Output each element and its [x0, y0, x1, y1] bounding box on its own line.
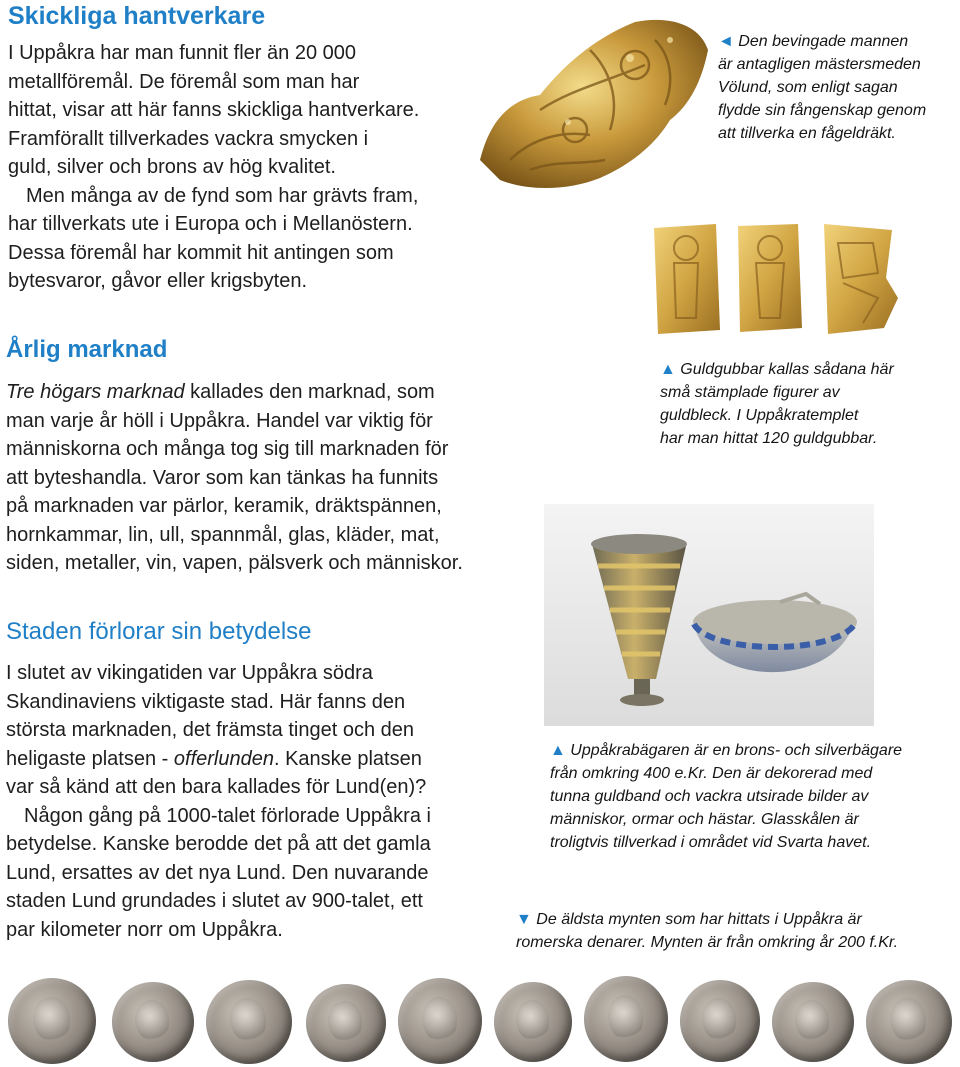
uppakra-beaker-and-glass-bowl-image	[544, 504, 874, 726]
s2-line: att byteshandla. Varor som kan tänkas ha funnits	[6, 466, 439, 489]
s1-line: I Uppåkra har man funnit fler än 20 000	[8, 42, 356, 64]
heading-skickliga-hantverkare: Skickliga hantverkare	[8, 2, 266, 30]
caption-line: guldbleck. I Uppåkratemplet	[660, 407, 859, 424]
s3-line: heligaste platsen - offerlunden. Kanske platsen	[6, 747, 422, 770]
coin	[112, 982, 194, 1062]
caption-line: små stämplade figurer av	[660, 384, 840, 401]
s1-line: guld, silver och brons av hög kvalitet.	[8, 156, 336, 178]
coin	[772, 982, 854, 1062]
caption-line: troligtvis tillverkad i området vid Svarta havet.	[550, 834, 872, 851]
s2-line: man varje år höll i Uppåkra. Handel var viktig för	[6, 409, 433, 432]
caption-line: människor, ormar och hästar. Glasskålen är	[550, 811, 859, 828]
arrow-left-icon: ◄	[718, 33, 734, 50]
arrow-up-icon: ▲	[660, 361, 676, 378]
s3-line: Skandinaviens viktigaste stad. Här fanns den	[6, 690, 406, 713]
winged-man-gold-brooch-image	[470, 10, 710, 200]
s3-line: största marknaden, det främsta tinget och den	[6, 719, 414, 741]
caption-line: har man hittat 120 guldgubbar.	[660, 430, 878, 447]
s1-line: har tillverkats ute i Europa och i Mellanöstern.	[8, 213, 413, 235]
caption-line: ◄ Den bevingade mannen	[718, 33, 909, 50]
coin	[584, 976, 668, 1062]
s3-line: staden Lund grundades i slutet av 900-talet, ett	[6, 890, 423, 912]
caption-line: från omkring 400 e.Kr. Den är dekorerad med	[550, 765, 873, 782]
caption-line: är antagligen mästersmeden	[718, 56, 921, 73]
roman-denarii-coins-image	[0, 968, 960, 1067]
caption-guldgubbar	[660, 358, 950, 450]
caption-beaker	[550, 739, 960, 854]
guldgubbar-gold-figures-image	[648, 218, 908, 340]
s3-line: par kilometer norr om Uppåkra.	[6, 918, 283, 941]
coin	[306, 984, 386, 1062]
caption-line: att tillverka en fågeldräkt.	[718, 125, 896, 142]
s1-line: Dessa föremål har kommit hit antingen som	[8, 241, 394, 264]
s2-line: Tre högars marknad kallades den marknad, som	[6, 381, 435, 403]
coin	[8, 978, 96, 1064]
s3-line: I slutet av vikingatiden var Uppåkra södra	[6, 662, 373, 684]
caption-coins	[516, 908, 960, 954]
offerlunden-italic: offerlunden	[173, 747, 274, 770]
caption-line: flydde sin fångenskap genom	[718, 102, 927, 119]
s3-line: var så känd att den bara kallades för Lund(en)?	[6, 776, 427, 798]
s3-line: betydelse. Kanske berodde det på att det gamla	[6, 833, 431, 855]
caption-line: ▼ De äldsta mynten som har hittats i Uppåkra är	[516, 911, 862, 928]
arrow-down-icon: ▼	[516, 911, 532, 928]
coin	[398, 978, 482, 1064]
caption-line: romerska denarer. Mynten är från omkring år 200 f.Kr.	[516, 934, 899, 951]
s2-line: på marknaden var pärlor, keramik, dräktspännen,	[6, 495, 442, 517]
s3-line: Lund, ersattes av det nya Lund. Den nuvarande	[6, 861, 429, 884]
s1-line: hittat, visar att här fanns skickliga hantverkare.	[8, 99, 420, 121]
s3-line: Någon gång på 1000-talet förlorade Uppåkra i	[24, 804, 431, 827]
coin	[206, 980, 292, 1064]
s2-line: siden, metaller, vin, vapen, pälsverk och människor.	[6, 552, 463, 574]
s1-line: bytesvaror, gåvor eller krigsbyten.	[8, 270, 308, 292]
s1-line: Framförallt tillverkades vackra smycken i	[8, 127, 369, 150]
caption-line: Völund, som enligt sagan	[718, 79, 898, 96]
coin	[494, 982, 572, 1062]
section1-text	[8, 39, 478, 296]
heading-arlig-marknad: Årlig marknad	[6, 336, 168, 363]
section2-text	[6, 378, 526, 578]
caption-line: tunna guldband och vackra utsirade bilder av	[550, 788, 869, 805]
coin	[866, 980, 952, 1064]
s2-italic-lead: Tre högars marknad	[6, 381, 185, 403]
s2-line: hornkammar, lin, ull, spannmål, glas, kläder, mat,	[6, 523, 440, 546]
arrow-up-icon: ▲	[550, 742, 566, 759]
coin	[680, 980, 760, 1062]
heading-staden-forlorar: Staden förlorar sin betydelse	[6, 618, 312, 645]
s1-line: metallföremål. De föremål som man har	[8, 70, 360, 93]
section3-text	[6, 659, 506, 944]
s2-line: människorna och många tog sig till marknaden för	[6, 438, 449, 460]
s1-line: Men många av de fynd som har grävts fram,	[26, 184, 419, 207]
caption-winged-man	[718, 30, 960, 145]
caption-line: ▲ Uppåkrabägaren är en brons- och silverbägare	[550, 742, 903, 759]
caption-line: ▲ Guldgubbar kallas sådana här	[660, 361, 894, 378]
